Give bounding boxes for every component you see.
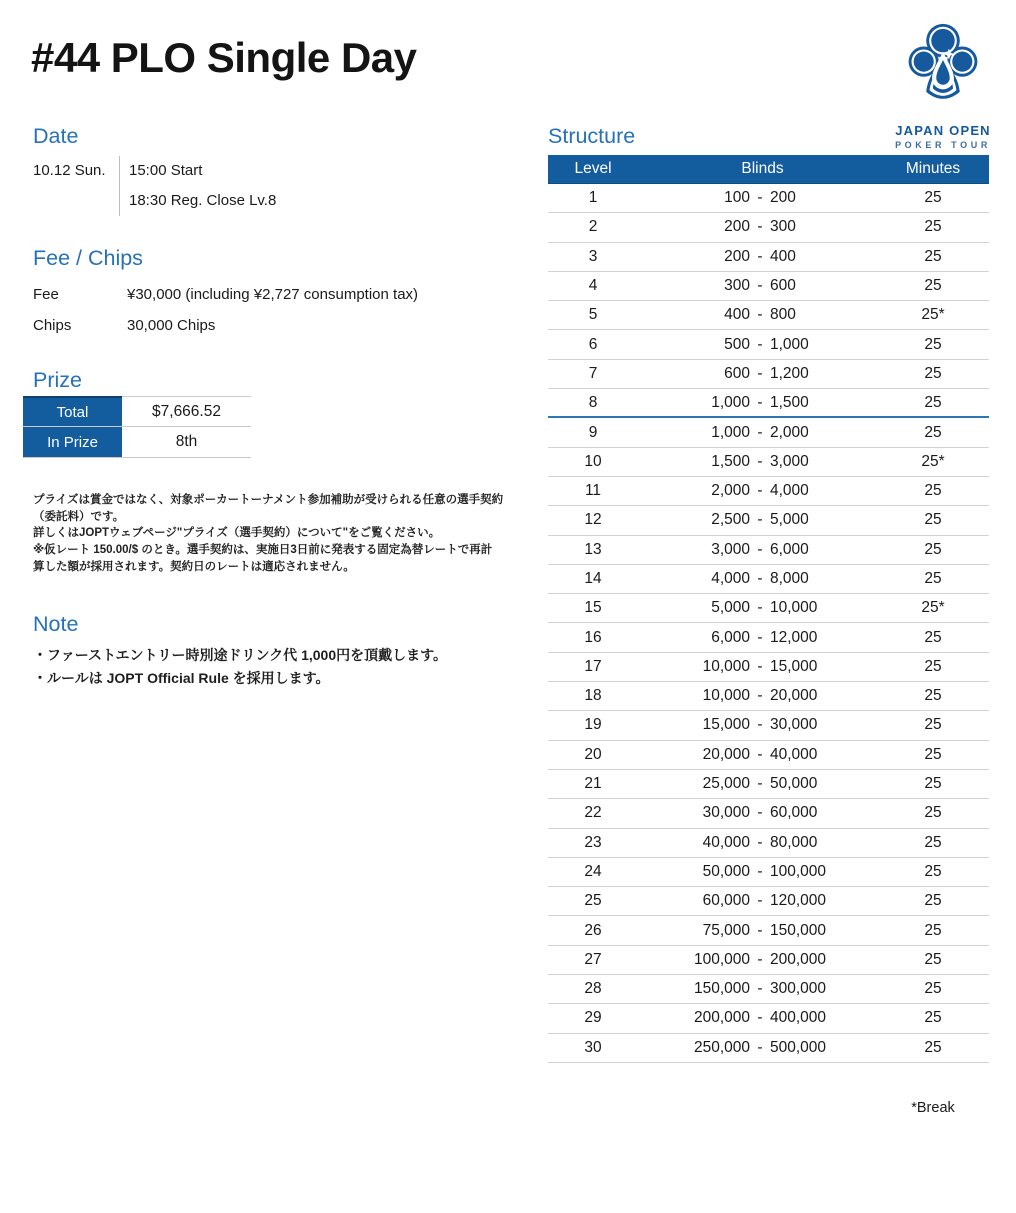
level-cell: 26 [584, 921, 602, 939]
sb-value: 25,000 [702, 775, 750, 793]
level-cell: 12 [584, 511, 602, 529]
date-heading: Date [33, 124, 79, 148]
bb-value: 1,000 [770, 335, 809, 353]
minutes-cell: 25* [921, 452, 945, 470]
structure-row [548, 829, 989, 858]
structure-row [548, 418, 989, 447]
level-cell: 15 [584, 599, 602, 617]
level-cell: 6 [588, 335, 598, 353]
blinds-cell [660, 775, 865, 793]
bb-value: 400,000 [770, 1009, 827, 1027]
blinds-dash: - [757, 540, 763, 558]
level-cell: 4 [588, 277, 598, 295]
structure-row [548, 946, 989, 975]
blinds-dash: - [757, 804, 763, 822]
minutes-cell: 25 [924, 950, 942, 968]
note-heading: Note [33, 612, 79, 636]
sb-value: 100,000 [693, 950, 750, 968]
bb-value: 8,000 [770, 570, 809, 587]
structure-heading: Structure [548, 124, 636, 148]
bb-value: 3,000 [770, 452, 809, 470]
level-cell: 13 [584, 540, 602, 558]
level-cell: 5 [588, 306, 598, 324]
blinds-cell [660, 277, 865, 295]
blinds-dash: - [757, 687, 763, 705]
structure-row [548, 330, 989, 359]
blinds-dash: - [757, 950, 763, 968]
date-times [119, 156, 276, 216]
structure-row [548, 1034, 989, 1063]
structure-row [548, 477, 989, 506]
prize-disclaimer-line: ※仮レート 150.00/$ のとき。選手契約は、実施日3日前に発表する固定為替レートで再計 [33, 544, 493, 557]
sb-value: 250,000 [693, 1038, 750, 1056]
prize-inprize-value: 8th [175, 433, 198, 450]
structure-row [548, 711, 989, 740]
minutes-cell: 25 [924, 423, 942, 441]
blinds-cell [660, 248, 865, 266]
bb-value: 200 [770, 189, 796, 207]
blinds-cell [660, 1009, 865, 1027]
level-cell: 29 [584, 1009, 602, 1027]
blinds-cell [660, 453, 865, 471]
level-cell: 3 [588, 247, 598, 265]
sb-value: 40,000 [702, 833, 750, 851]
structure-row [548, 506, 989, 535]
bb-value: 40,000 [770, 745, 818, 763]
blinds-cell [660, 892, 865, 910]
blinds-dash: - [757, 277, 763, 295]
blinds-cell [660, 336, 865, 354]
date-value: 10.12 Sun. [33, 162, 106, 179]
sb-value: 300 [724, 277, 750, 295]
blinds-cell [660, 1039, 865, 1057]
jopt-logo [891, 18, 995, 150]
sb-value: 2,500 [711, 511, 750, 529]
blinds-cell [660, 687, 865, 705]
level-column-header: Level [574, 160, 612, 177]
blinds-cell [660, 482, 865, 500]
minutes-cell: 25 [924, 540, 942, 558]
minutes-cell: 25* [921, 599, 945, 617]
bb-value: 10,000 [770, 599, 818, 617]
blinds-dash: - [757, 1038, 763, 1056]
prize-disclaimer-line: 算した額が採用されます。契約日のレートは適応されません。 [33, 560, 355, 573]
blinds-dash: - [757, 393, 763, 411]
reg-close-time: 18:30 Reg. Close Lv.8 [129, 192, 277, 209]
level-cell: 20 [584, 745, 602, 763]
level-cell: 1 [588, 189, 598, 207]
sb-value: 100 [724, 189, 750, 207]
level-cell: 22 [584, 804, 602, 822]
bb-value: 30,000 [770, 716, 818, 734]
structure-row [548, 975, 989, 1004]
minutes-cell: 25 [924, 775, 942, 793]
date-block [33, 156, 276, 216]
blinds-dash: - [757, 570, 763, 587]
level-cell: 30 [584, 1038, 602, 1056]
blinds-dash: - [757, 189, 763, 207]
structure-row [548, 448, 989, 477]
prize-total-label: Total [23, 396, 122, 426]
blinds-column-header: Blinds [741, 160, 784, 177]
bb-value: 5,000 [770, 511, 809, 529]
structure-row [548, 272, 989, 301]
prize-total-row [23, 396, 251, 427]
sb-value: 2,000 [711, 482, 750, 500]
level-cell: 27 [584, 950, 602, 968]
blinds-cell [660, 189, 865, 207]
bb-value: 800 [770, 306, 796, 324]
level-cell: 7 [588, 364, 598, 382]
fee-value: ¥30,000 (including ¥2,727 consumption tax) [127, 286, 419, 303]
level-cell: 17 [584, 657, 602, 675]
blinds-cell [660, 863, 865, 881]
bb-value: 2,000 [770, 423, 809, 441]
prize-inprize-label: In Prize [23, 427, 122, 457]
sb-value: 60,000 [702, 892, 750, 910]
structure-row [548, 916, 989, 945]
structure-row [548, 301, 989, 330]
bb-value: 100,000 [770, 862, 827, 880]
level-cell: 24 [584, 862, 602, 880]
minutes-cell: 25 [924, 862, 942, 880]
bb-value: 15,000 [770, 657, 818, 675]
minutes-cell: 25 [924, 393, 942, 411]
chips-row [33, 310, 418, 341]
minutes-cell: 25 [924, 804, 942, 822]
structure-row [548, 243, 989, 272]
sb-value: 1,000 [711, 423, 750, 441]
bb-value: 600 [770, 277, 796, 295]
blinds-dash: - [757, 921, 763, 939]
prize-disclaimer-line: プライズは賞金ではなく、対象ポーカートーナメント参加補助が受けられる任意の選手契約 [33, 494, 504, 506]
minutes-column-header: Minutes [905, 160, 961, 177]
blinds-dash: - [757, 775, 763, 793]
structure-row [548, 1004, 989, 1033]
bb-value: 120,000 [770, 892, 827, 910]
note-block [33, 644, 447, 689]
blinds-dash: - [757, 1009, 763, 1027]
structure-row [548, 653, 989, 682]
structure-row [548, 799, 989, 828]
level-cell: 11 [584, 482, 602, 500]
fee-chips-block [33, 279, 418, 341]
minutes-cell: 25 [924, 1038, 942, 1056]
prize-total-value: $7,666.52 [122, 396, 251, 426]
level-cell: 10 [584, 452, 602, 470]
bb-value: 400 [770, 247, 796, 265]
minutes-cell: 25 [924, 687, 942, 705]
blinds-dash: - [757, 628, 763, 646]
blinds-dash: - [757, 599, 763, 617]
blinds-dash: - [757, 980, 763, 998]
sb-value: 1,500 [711, 452, 750, 470]
bb-value: 6,000 [770, 540, 809, 558]
minutes-cell: 25 [924, 218, 942, 236]
blinds-cell [660, 541, 865, 559]
blinds-cell [660, 306, 865, 324]
minutes-cell: 25 [924, 247, 942, 265]
fee-row [33, 279, 418, 310]
blinds-cell [660, 834, 865, 852]
structure-row [548, 858, 989, 887]
structure-row [548, 536, 989, 565]
fee-chips-heading: Fee / Chips [33, 246, 143, 270]
prize-heading: Prize [33, 368, 82, 392]
sb-value: 50,000 [702, 862, 750, 880]
jopt-clover-icon [901, 18, 985, 117]
blinds-dash: - [757, 833, 763, 851]
blinds-cell [660, 599, 865, 617]
level-cell: 2 [588, 218, 598, 236]
fee-label: Fee [33, 286, 59, 303]
structure-row [548, 213, 989, 242]
minutes-cell: 25 [924, 833, 942, 851]
minutes-cell: 25 [924, 892, 942, 910]
sb-value: 600 [724, 364, 750, 382]
structure-row [548, 594, 989, 623]
prize-disclaimer-line: 詳しくはJOPTウェブページ"プライズ（選手契約）について"をご覧ください。 [33, 527, 441, 540]
blinds-cell [660, 746, 865, 764]
blinds-cell [660, 218, 865, 236]
sb-value: 10,000 [702, 687, 750, 705]
blinds-dash: - [757, 423, 763, 441]
start-time: 15:00 Start [129, 162, 203, 179]
prize-table [23, 396, 251, 458]
structure-row [548, 389, 989, 418]
level-cell: 8 [588, 393, 598, 411]
bb-value: 500,000 [770, 1038, 827, 1056]
level-cell: 18 [584, 687, 602, 705]
blinds-dash: - [757, 247, 763, 265]
break-note: *Break [911, 1100, 955, 1116]
bb-value: 1,200 [770, 364, 809, 382]
minutes-cell: 25 [924, 482, 942, 500]
blinds-cell [660, 511, 865, 529]
bb-value: 200,000 [770, 950, 827, 968]
sb-value: 400 [724, 306, 750, 324]
minutes-cell: 25 [924, 1009, 942, 1027]
chips-value: 30,000 Chips [127, 317, 216, 334]
structure-row [548, 682, 989, 711]
sb-value: 20,000 [702, 745, 750, 763]
minutes-cell: 25 [924, 921, 942, 939]
structure-row [548, 770, 989, 799]
sb-value: 1,000 [711, 393, 750, 411]
structure-row [548, 623, 989, 652]
level-cell: 21 [584, 775, 602, 793]
note-line: ・ファーストエントリー時別途ドリンク代 1,000円を頂戴します。 [33, 647, 447, 663]
blinds-dash: - [757, 745, 763, 763]
minutes-cell: 25 [924, 716, 942, 734]
sb-value: 15,000 [702, 716, 750, 734]
level-cell: 14 [584, 570, 602, 587]
structure-table-header [548, 155, 989, 184]
bb-value: 12,000 [770, 628, 818, 646]
minutes-cell: 25 [924, 364, 942, 382]
sb-value: 200 [724, 247, 750, 265]
sb-value: 75,000 [702, 921, 750, 939]
bb-value: 1,500 [770, 393, 809, 411]
blinds-dash: - [757, 218, 763, 236]
bb-value: 50,000 [770, 775, 818, 793]
blinds-dash: - [757, 452, 763, 470]
prize-disclaimer-line: （委託料）です。 [33, 510, 125, 523]
prize-inprize-row [23, 427, 251, 458]
minutes-cell: 25 [924, 657, 942, 675]
minutes-cell: 25 [924, 570, 942, 587]
blinds-dash: - [757, 511, 763, 529]
minutes-cell: 25 [924, 745, 942, 763]
sb-value: 3,000 [711, 540, 750, 558]
structure-rows [548, 184, 989, 1063]
logo-text-japan-open: JAPAN OPEN [895, 123, 991, 138]
minutes-cell: 25 [924, 980, 942, 998]
blinds-cell [660, 424, 865, 442]
blinds-cell [660, 951, 865, 969]
minutes-cell: 25 [924, 628, 942, 646]
blinds-cell [660, 365, 865, 383]
chips-label: Chips [33, 317, 72, 334]
bb-value: 20,000 [770, 687, 818, 705]
blinds-dash: - [757, 364, 763, 382]
sb-value: 4,000 [711, 570, 750, 587]
bb-value: 300,000 [770, 980, 827, 998]
structure-row [548, 887, 989, 916]
logo-text-poker-tour: POKER TOUR [895, 140, 991, 150]
minutes-cell: 25 [924, 189, 942, 207]
structure-row [548, 360, 989, 389]
minutes-cell: 25* [921, 306, 945, 324]
sb-value: 5,000 [711, 599, 750, 617]
blinds-cell [660, 716, 865, 734]
minutes-cell: 25 [924, 335, 942, 353]
bb-value: 80,000 [770, 833, 818, 851]
blinds-cell [660, 922, 865, 940]
blinds-cell [660, 658, 865, 676]
blinds-cell [660, 804, 865, 822]
bb-value: 300 [770, 218, 796, 236]
level-cell: 19 [584, 716, 602, 734]
structure-row [548, 741, 989, 770]
structure-row [548, 565, 989, 594]
blinds-cell [660, 394, 865, 412]
blinds-cell [660, 629, 865, 647]
blinds-dash: - [757, 482, 763, 500]
level-cell: 16 [584, 628, 602, 646]
minutes-cell: 25 [924, 277, 942, 295]
blinds-dash: - [757, 862, 763, 880]
bb-value: 60,000 [770, 804, 818, 822]
blinds-dash: - [757, 335, 763, 353]
blinds-dash: - [757, 716, 763, 734]
sb-value: 200,000 [693, 1009, 750, 1027]
blinds-dash: - [757, 306, 763, 324]
prize-disclaimer [33, 492, 503, 576]
level-cell: 25 [584, 892, 602, 910]
minutes-cell: 25 [924, 511, 942, 529]
sb-value: 30,000 [702, 804, 750, 822]
blinds-dash: - [757, 657, 763, 675]
sb-value: 500 [724, 335, 750, 353]
structure-row [548, 184, 989, 213]
sb-value: 150,000 [693, 980, 750, 998]
level-cell: 9 [588, 423, 598, 441]
sb-value: 10,000 [702, 657, 750, 675]
note-line: ・ルールは JOPT Official Rule を採用します。 [33, 669, 330, 686]
blinds-cell [660, 980, 865, 998]
page-title: #44 PLO Single Day [31, 34, 417, 81]
bb-value: 4,000 [770, 482, 809, 500]
level-cell: 23 [584, 833, 602, 851]
blinds-dash: - [757, 892, 763, 910]
bb-value: 150,000 [770, 921, 827, 939]
level-cell: 28 [584, 980, 602, 998]
sb-value: 200 [724, 218, 750, 236]
sb-value: 6,000 [711, 628, 750, 646]
blinds-cell [660, 570, 865, 588]
